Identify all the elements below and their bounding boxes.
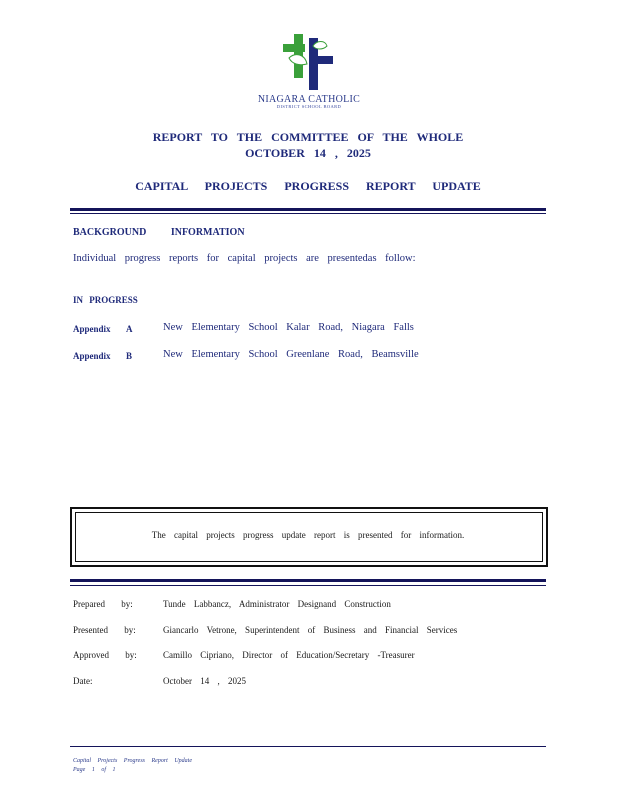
divider bbox=[70, 579, 546, 582]
presented-by-label: Presented by: bbox=[73, 625, 136, 635]
footer-divider bbox=[70, 746, 546, 747]
report-subject: CAPITAL PROJECTS PROGRESS REPORT UPDATE bbox=[135, 179, 481, 193]
org-name: NIAGARA CATHOLIC bbox=[257, 94, 361, 105]
page-number: Page 1 of 1 bbox=[73, 767, 116, 773]
approved-by-label: Approved by: bbox=[73, 650, 137, 660]
appendix-letter: B bbox=[126, 351, 133, 361]
presented-by-value: Giancarlo Vetrone, Superintendent of Business and Financial Services bbox=[163, 625, 458, 635]
appendix-description: New Elementary School Kalar Road, Niagara Falls bbox=[163, 322, 414, 333]
in-progress-heading: IN PROGRESS bbox=[73, 295, 138, 305]
board-logo bbox=[283, 34, 333, 90]
prepared-by-value: Tunde Labbancz, Administrator Designand Construction bbox=[163, 599, 391, 609]
appendix-label: Appendix bbox=[73, 351, 111, 361]
divider bbox=[70, 208, 546, 211]
background-heading: BACKGROUND INFORMATION bbox=[73, 227, 245, 238]
divider bbox=[70, 213, 546, 214]
appendix-letter: A bbox=[126, 324, 133, 334]
report-title: REPORT TO THE COMMITTEE OF THE WHOLE bbox=[152, 130, 464, 144]
report-date: OCTOBER 14 , 2025 bbox=[245, 146, 371, 160]
appendix-description: New Elementary School Greenlane Road, Beamsville bbox=[163, 349, 419, 360]
appendix-label: Appendix bbox=[73, 324, 111, 334]
recommendation-text: The capital projects progress update report is presented for information. bbox=[151, 530, 465, 540]
footer-title: Capital Projects Progress Report Update bbox=[73, 758, 192, 764]
date-label: Date: bbox=[73, 676, 93, 686]
background-text: Individual progress reports for capital projects are presentedas follow: bbox=[73, 253, 416, 264]
approved-by-value: Camillo Cipriano, Director of Education/Secretary -Treasurer bbox=[163, 650, 415, 660]
org-subtitle: DISTRICT SCHOOL BOARD bbox=[276, 104, 342, 109]
date-value: October 14 , 2025 bbox=[163, 676, 246, 686]
divider bbox=[70, 585, 546, 586]
prepared-by-label: Prepared by: bbox=[73, 599, 133, 609]
